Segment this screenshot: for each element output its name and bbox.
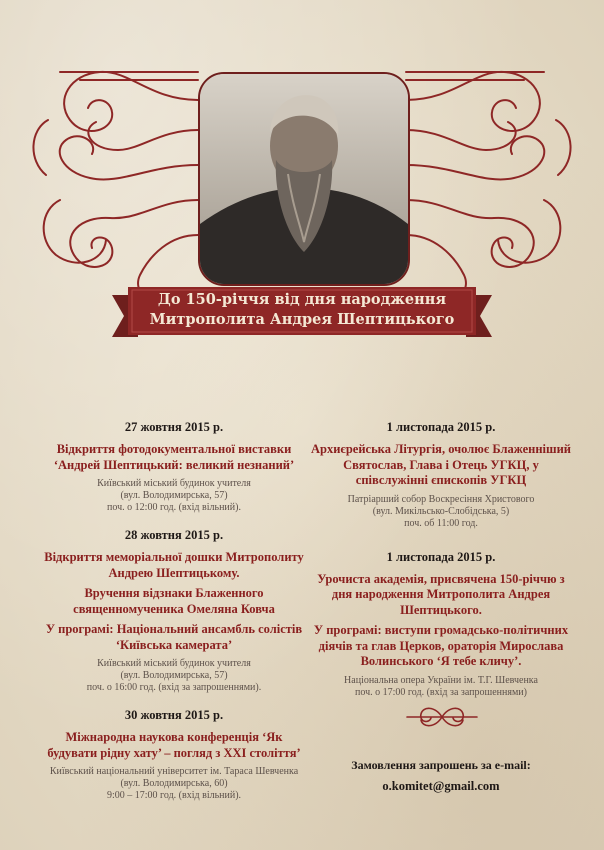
page-title <box>128 290 476 330</box>
event-venue: Київський міський будинок учителя <box>97 658 251 669</box>
event-venue: Київський міський будинок учителя <box>97 478 251 489</box>
event-date: 28 жовтня 2015 р. <box>124 528 224 542</box>
event-date: 27 жовтня 2015 р. <box>124 420 224 434</box>
contact-email-link[interactable]: o.komitet@gmail.com <box>382 779 500 793</box>
event-time: поч. о 17:00 год. (вхід за запрошеннями) <box>355 686 527 698</box>
title-line-2: Митрополита Андрея Шептицького <box>149 311 455 328</box>
event-address: (вул. Володимирська, 60) <box>120 778 228 789</box>
event-date: 1 листопада 2015 р. <box>386 549 496 564</box>
event-time: поч. о 16:00 год. (вхід за запрошеннями). <box>86 682 262 693</box>
event-venue: Патріарший собор Воскресіння Христового <box>347 493 535 505</box>
event-title: Відкриття меморіальної дошки Митрополиту Андрею Шептицькому. <box>44 550 304 580</box>
flourish-divider-icon <box>405 702 479 732</box>
event-time: поч. об 11:00 год. <box>404 517 478 529</box>
event-title: Вручення відзнаки Блаженного священномученика Омеляна Ковча <box>73 586 275 616</box>
events-right-column <box>310 420 572 699</box>
title-line-1: До 150-річчя від дня народження <box>157 291 447 308</box>
event-title: Архиєрейська Літургія, очолює Блаженніший Святослав, Глава і Отець УГКЦ, у співслужінні єпископів УГКЦ <box>310 442 571 487</box>
event-title: Міжнародна наукова конференція ‘Як будувати рідну хату’ – погляд з XXI століття’ <box>47 730 301 760</box>
event-date: 30 жовтня 2015 р. <box>124 708 224 722</box>
event-venue: Київський національний університет ім. Тараса Шевченка <box>49 766 299 777</box>
event-date: 1 листопада 2015 р. <box>386 420 496 434</box>
event-time: 9:00 – 17:00 год. (вхід вільний). <box>106 790 242 801</box>
contact-label: Замовлення запрошень за e-mail: <box>351 758 531 772</box>
event-address: (вул. Володимирська, 57) <box>120 670 228 681</box>
event-title: У програмі: Національний ансамбль солістів ‘Київська камерата’ <box>45 622 303 652</box>
event-title: Урочиста академія, присвячена 150-річчю з дня народження Митрополита Андрея Шептицького. <box>317 571 565 617</box>
events-left-column <box>40 420 308 802</box>
event-title: У програмі: виступи громадсько-політичних діячів та глав Церков, ораторія Мирослава Волинського ‘Я тебе кличу’. <box>313 623 569 668</box>
event-address: (вул. Микільсько-Слобідська, 5) <box>372 505 510 517</box>
event-time: поч. о 12:00 год. (вхід вільний). <box>107 502 241 513</box>
portrait-photo <box>198 72 410 286</box>
event-title: Відкриття фотодокументальної виставки ‘Андрей Шептицький: великий незнаний’ <box>53 442 295 472</box>
event-venue: Національна опера України ім. Т.Г. Шевченка <box>344 674 538 686</box>
event-address: (вул. Володимирська, 57) <box>120 490 228 501</box>
contact-block <box>310 758 572 794</box>
